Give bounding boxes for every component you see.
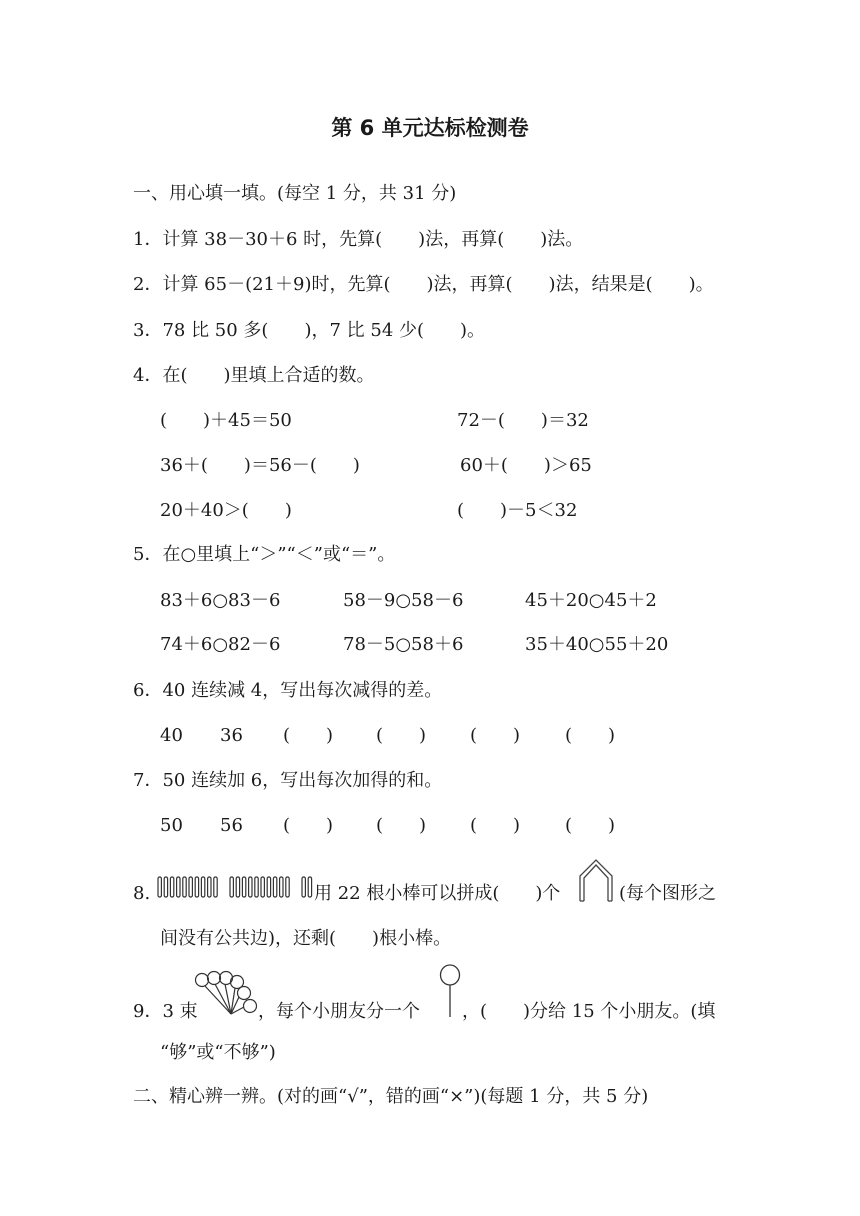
stick — [242, 877, 245, 897]
q7-seq-item: ( ) — [283, 815, 334, 836]
q4-item: 36＋( )＝56－( ) — [160, 455, 360, 476]
question-3: 3．78 比 50 多( )，7 比 54 少( )。 — [133, 320, 486, 341]
question-9-text-cont: ，( )分给 15 个小朋友。(填 — [462, 1001, 716, 1022]
q7-seq-item: 50 — [160, 815, 183, 836]
stick — [302, 877, 305, 897]
q4-item: 20＋40＞( ) — [160, 500, 292, 521]
stick — [249, 877, 252, 897]
stick — [170, 877, 173, 897]
question-4-stem: 4．在( )里填上合适的数。 — [133, 365, 375, 386]
question-1: 1．计算 38－30＋6 时，先算( )法，再算( )法。 — [133, 229, 584, 250]
stick — [183, 877, 186, 897]
q4-item: ( )－5＜32 — [457, 500, 578, 521]
question-5-stem: 5．在○里填上“＞”“＜”或“＝”。 — [133, 544, 396, 565]
q5-item: 35＋40○55＋20 — [525, 634, 669, 655]
q4-item: 60＋( )＞65 — [460, 455, 592, 476]
stick — [273, 877, 276, 897]
stick — [308, 877, 311, 897]
stick — [280, 877, 283, 897]
q6-seq-item: ( ) — [565, 725, 616, 746]
question-9-line-2: “够”或“不够”) — [160, 1042, 276, 1063]
stick — [255, 877, 258, 897]
q5-item: 74＋6○82－6 — [160, 634, 281, 655]
q5-item: 78－5○58＋6 — [343, 634, 464, 655]
question-8-text-cont: (每个图形之 — [619, 883, 717, 904]
stick — [214, 877, 217, 897]
q6-seq-item: 40 — [160, 725, 183, 746]
q7-seq-item: 56 — [220, 815, 243, 836]
question-7-stem: 7．50 连续加 6，写出每次加得的和。 — [133, 770, 443, 791]
q6-seq-item: ( ) — [376, 725, 427, 746]
section-2-header: 二、精心辨一辨。(对的画“√”，错的画“×”)(每题 1 分，共 5 分) — [133, 1086, 649, 1107]
section-1-header: 一、用心填一填。(每空 1 分，共 31 分) — [133, 183, 457, 204]
stick — [208, 877, 211, 897]
question-8-number: 8. — [133, 883, 151, 904]
stick — [189, 877, 192, 897]
question-6-stem: 6．40 连续减 4，写出每次减得的差。 — [133, 680, 443, 701]
q5-item: 45＋20○45＋2 — [525, 590, 657, 611]
balloon-bunch-icon — [191, 972, 261, 1016]
stick — [158, 877, 161, 897]
stick — [164, 877, 167, 897]
q6-seq-item: ( ) — [283, 725, 334, 746]
q7-seq-item: ( ) — [565, 815, 616, 836]
q6-seq-item: ( ) — [470, 725, 521, 746]
stick — [195, 877, 198, 897]
stick — [286, 877, 289, 897]
q4-item: 72－( )＝32 — [457, 410, 589, 431]
q7-seq-item: ( ) — [376, 815, 427, 836]
stick — [201, 877, 204, 897]
stick — [230, 877, 233, 897]
q4-item: ( )＋45＝50 — [160, 410, 292, 431]
stick — [236, 877, 239, 897]
question-9-text: ，每个小朋友分一个 — [258, 1001, 420, 1022]
q6-seq-item: 36 — [220, 725, 243, 746]
q5-item: 58－9○58－6 — [343, 590, 464, 611]
q5-item: 83＋6○83－6 — [160, 590, 281, 611]
stick — [177, 877, 180, 897]
stick — [267, 877, 270, 897]
question-2: 2．计算 65－(21＋9)时，先算( )法，再算( )法，结果是( )。 — [133, 274, 714, 295]
balloon-icon — [437, 964, 463, 1018]
house-shape-icon — [578, 858, 614, 902]
stick — [261, 877, 264, 897]
question-9-number: 9．3 束 — [133, 1001, 198, 1022]
q7-seq-item: ( ) — [470, 815, 521, 836]
question-8-line-2: 间没有公共边)，还剩( )根小棒。 — [160, 928, 452, 949]
sticks-illustration — [156, 875, 316, 899]
question-8-text: 用 22 根小棒可以拼成( )个 — [314, 883, 561, 904]
page-title: 第 6 单元达标检测卷 — [331, 116, 529, 140]
